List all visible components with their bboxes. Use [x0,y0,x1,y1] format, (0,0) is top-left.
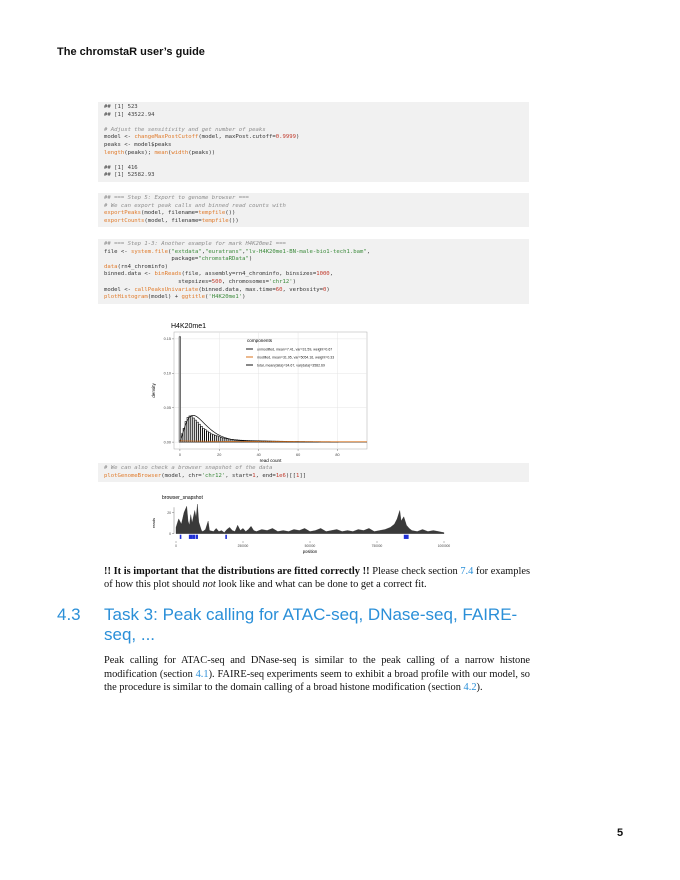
y-tick-label: 0.10 [163,371,171,376]
para-text-2: ). FAIRE-seq experiments seem to exhibit a broad profile with our model, so the procedure is similar to the domain calling of a broad histone modification (section [104,668,530,694]
code-block-export [98,193,529,227]
y-tick-label: 20 [167,510,171,515]
histogram-figure [140,318,375,466]
code-token: )[[ [285,472,297,479]
code-token: (peaks); [124,149,155,156]
y-axis-label: density [151,383,156,398]
code-token: , [201,248,206,255]
code-line: ## [1] 52582.93 [104,172,155,179]
code-token: "extdata" [171,248,202,255]
code-token: "euratrans" [205,248,243,255]
code-token: ggtitle [181,294,206,301]
legend-title: components [247,338,273,343]
code-line [104,134,529,142]
x-tick-label: 0 [175,544,177,548]
legend-label: modified, mean=31.95, var=5054.16, weight=0.33 [257,355,335,360]
x-tick-label: 20 [217,453,222,457]
code-line [104,210,529,218]
x-tick-label: 80 [335,453,340,457]
x-axis-label: position [302,549,318,554]
code-token: (file, assembly=rn4_chrominfo, binsizes= [181,271,317,278]
code-token: 'chr12' [269,278,293,285]
chart-title: H4K20me1 [171,323,207,330]
histogram-bar [201,426,203,442]
code-token: model <- [104,286,135,293]
code-token: changeMaxPostCutoff [134,134,199,141]
code-token: tempfile [198,210,226,217]
code-token: "lv-H4K20me1-BN-male-bio1-tech1.bam" [245,248,367,255]
peak-block [225,535,227,539]
code-token: peaks <- model$peaks [104,141,172,148]
x-tick-label: 40 [256,453,261,457]
histogram-bar [199,424,201,442]
code-block-browser [98,463,529,482]
code-token: plotHistogram [104,294,148,301]
histogram-bar [197,422,199,442]
read-signal-area [176,504,444,534]
code-token: exportCounts [104,217,145,224]
code-token: (model, filename= [144,217,202,224]
code-line [104,279,529,287]
code-token: , [366,248,371,255]
code-token: 1000 [316,271,330,278]
code-token: ) [326,286,330,293]
histogram-bar [195,420,197,442]
code-token: ) [292,278,296,285]
code-token: 0.9999 [275,134,296,141]
section-title: Task 3: Peak calling for ATAC-seq, DNase-seq, FAIRE-seq, ... [104,605,518,644]
code-token: (model) + [147,294,182,301]
code-line [104,271,529,279]
code-token: tempfile [201,217,229,224]
peak-block [193,535,196,539]
code-token: (binned.data, max.time= [198,286,276,293]
legend-label: unmodified, mean=7.41, var=31.59, weight=0.67 [257,347,333,352]
code-token: 1 [252,472,256,479]
code-token: , end= [255,472,276,479]
code-token: 'chr12' [201,472,226,479]
section-ref-4-2[interactable]: 4.2 [463,682,477,694]
histogram-bar [193,418,195,442]
code-token: , chromosomes= [221,278,270,285]
para-text-1: Peak calling for ATAC-seq and DNase-seq is similar to the peak calling of a narrow histone modification (section [104,655,530,680]
histogram-bar [207,431,209,442]
code-token: ) [242,294,246,301]
code-line: ## [1] 43522.94 [104,111,155,118]
y-axis-label: reads [151,517,156,529]
code-token: binReads [154,271,182,278]
section-ref-7-4[interactable]: 7.4 [460,566,474,577]
code-line: ## === Step 1-3: Another example for mark H4K20me1 === [104,241,286,247]
code-line: # We can also check a browser snapshot of the data [104,465,273,471]
code-token: ) [248,256,253,263]
code-token: ]] [299,472,307,479]
code-line: ## [1] 416 [104,164,138,171]
warning-text-3: look like and what can be done to get a correct fit. [215,579,427,590]
code-token: file <- [104,248,131,255]
code-token: ( [168,149,172,156]
fit-warning-paragraph [104,565,530,591]
code-line [104,287,529,295]
page-number: 5 [617,827,624,839]
histogram-bar [191,417,193,442]
code-line [104,218,529,226]
browser-snapshot-figure [140,490,460,558]
code-token: ) [296,134,300,141]
code-line: ## === Step 5: Export to genome browser === [104,195,249,201]
code-token: (rn4_chrominfo) [117,263,169,270]
code-token: 'H4K20me1' [208,294,243,301]
y-tick-label: 0 [169,531,171,536]
x-tick-label: 60 [295,453,301,457]
code-token: exportPeaks [104,210,142,217]
code-token: width [171,149,189,156]
running-header: The chromstaR user’s guide [57,46,205,58]
y-tick-label: 0.15 [163,337,171,342]
code-token: (model, maxPost.cutoff= [198,134,276,141]
code-token: mean [154,149,169,156]
code-line: # We can export peak calls and binned read counts with [104,202,286,209]
code-line [104,150,529,158]
code-line [104,473,529,481]
histogram-bar [203,428,205,442]
code-line [104,119,529,127]
histogram-bar [209,432,211,442]
warning-bold: !! It is important that the distributions are fitted correctly !! [104,566,370,577]
code-token: (model, filename= [141,210,199,217]
code-token: ()) [228,217,239,224]
x-axis-label: read count [259,458,282,463]
code-token: plotGenomeBrowser [104,472,162,479]
code-token: ( [205,294,209,301]
section-ref-4-1[interactable]: 4.1 [195,668,209,680]
code-token: 0 [322,286,327,293]
code-token: , start= [225,472,253,479]
code-token: (model, chr= [161,472,202,479]
peak-block [196,535,198,539]
code-token: package= [104,256,199,263]
para-text-3: ). [476,682,483,694]
peak-block [180,535,182,539]
code-token: stepsizes= [104,278,212,285]
code-token: callPeaksUnivariate [134,286,199,293]
histogram-bar [189,416,191,442]
code-token: , [242,248,246,255]
code-block-h4k20me1 [98,239,529,304]
code-line [104,256,529,264]
x-tick-label: 0 [178,453,181,457]
code-block-output-1 [98,102,529,182]
warning-emph: not [202,579,216,590]
code-token: "chromstaRData" [198,256,249,263]
code-line [104,157,529,165]
histogram-bar [179,337,181,442]
code-token: 1e6 [275,472,286,479]
code-line [104,249,529,257]
y-tick-label: 0.00 [163,440,171,445]
x-tick-label: 500000 [304,544,316,548]
code-token: 500 [211,278,222,285]
code-line [104,264,529,272]
warning-text-1: Please check section [369,566,461,577]
warning-text-2: for examples of how this plot should [104,566,531,590]
code-line: # Adjust the sensitivity and get number of peaks [104,126,266,133]
peak-block [189,535,193,539]
histogram-bar [205,430,207,442]
code-token: 1 [296,472,300,479]
legend-label: total, mean(data)=34.67, var(data)=3582.69 [257,363,325,368]
code-token: 60 [275,286,283,293]
code-token: binned.data <- [104,271,155,278]
code-token: ()) [225,210,236,217]
y-tick-label: 0.05 [163,406,171,411]
code-token: , verbosity= [282,286,323,293]
code-token: (peaks)) [188,149,216,156]
code-token: length [104,149,125,156]
code-line [104,294,529,302]
x-tick-label: 250000 [237,544,249,548]
code-token: system.file [130,248,168,255]
code-token: data [104,263,118,270]
code-line [104,142,529,150]
section-number: 4.3 [57,605,81,624]
body-paragraph [104,654,530,695]
code-token: , [329,271,334,278]
peak-block [404,535,409,539]
code-line: ## [1] 523 [104,104,138,110]
x-tick-label: 750000 [371,544,383,548]
code-token: model <- [104,134,135,141]
code-token: ( [168,248,172,255]
x-tick-label: 1000000 [437,544,451,548]
snapshot-title: browser_snapshot [162,495,203,501]
